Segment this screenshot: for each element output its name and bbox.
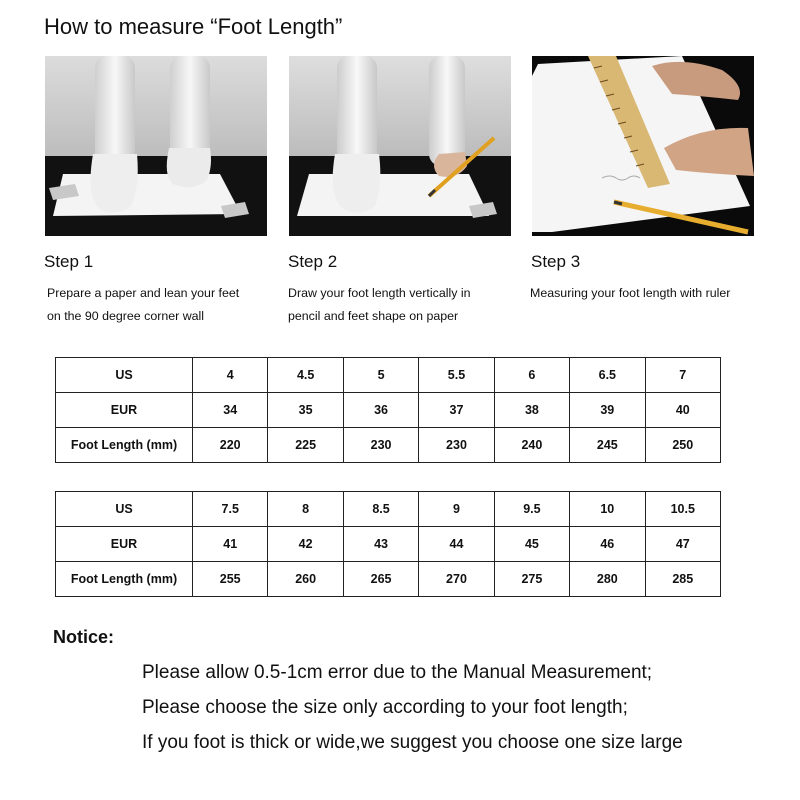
table-cell: 42 <box>268 527 343 562</box>
table-cell: 46 <box>570 527 645 562</box>
row-label: US <box>56 358 193 393</box>
row-label: Foot Length (mm) <box>56 562 193 597</box>
table-cell: 255 <box>193 562 268 597</box>
row-label: US <box>56 492 193 527</box>
step-2-description <box>288 282 471 328</box>
table-cell: 43 <box>343 527 418 562</box>
table-cell: 4 <box>193 358 268 393</box>
table-cell: 5 <box>343 358 418 393</box>
step-3-title: Step 3 <box>531 252 581 271</box>
table-cell: 240 <box>494 428 569 463</box>
step-2-line-2: pencil and feet shape on paper <box>288 309 459 323</box>
table-cell: 9.5 <box>494 492 569 527</box>
table-cell: 285 <box>645 562 720 597</box>
size-table-2 <box>55 491 721 597</box>
table-cell: 230 <box>419 428 494 463</box>
notice-line-1: Please allow 0.5-1cm error due to the Manual Measurement; <box>142 662 653 683</box>
table-cell: 10 <box>570 492 645 527</box>
table-cell: 36 <box>343 393 418 428</box>
table-cell: 270 <box>419 562 494 597</box>
table-cell: 47 <box>645 527 720 562</box>
table-row-us <box>56 492 721 527</box>
row-label: Foot Length (mm) <box>56 428 193 463</box>
step-3-line-1: Measuring your foot length with ruler <box>530 286 731 300</box>
table-row-eur <box>56 527 721 562</box>
ruler-measuring-photo <box>532 56 754 236</box>
table-cell: 40 <box>645 393 720 428</box>
step-2-line-1: Draw your foot length vertically in <box>288 286 471 300</box>
table-cell: 8.5 <box>343 492 418 527</box>
step-2-title: Step 2 <box>288 252 338 271</box>
table-cell: 34 <box>193 393 268 428</box>
table-cell: 10.5 <box>645 492 720 527</box>
table-cell: 9 <box>419 492 494 527</box>
table-cell: 7 <box>645 358 720 393</box>
table-cell: 37 <box>419 393 494 428</box>
step-1-description <box>47 282 239 328</box>
pencil-tracing-photo <box>289 56 511 236</box>
table-cell: 6.5 <box>570 358 645 393</box>
table-cell: 35 <box>268 393 343 428</box>
step-1-line-1: Prepare a paper and lean your feet <box>47 286 240 300</box>
table-cell: 45 <box>494 527 569 562</box>
page-title: How to measure “Foot Length” <box>44 14 343 39</box>
table-cell: 4.5 <box>268 358 343 393</box>
step-1-title: Step 1 <box>44 252 94 271</box>
step-1-line-2: on the 90 degree corner wall <box>47 309 205 323</box>
table-cell: 44 <box>419 527 494 562</box>
table-cell: 225 <box>268 428 343 463</box>
table-cell: 230 <box>343 428 418 463</box>
table-cell: 265 <box>343 562 418 597</box>
table-cell: 280 <box>570 562 645 597</box>
table-cell: 245 <box>570 428 645 463</box>
step-3-description <box>530 282 730 305</box>
size-table-1 <box>55 357 721 463</box>
table-cell: 7.5 <box>193 492 268 527</box>
table-cell: 250 <box>645 428 720 463</box>
table-cell: 275 <box>494 562 569 597</box>
row-label: EUR <box>56 393 193 428</box>
notice-line-2: Please choose the size only according to your foot length; <box>142 697 628 718</box>
table-cell: 8 <box>268 492 343 527</box>
table-row-us <box>56 358 721 393</box>
table-cell: 5.5 <box>419 358 494 393</box>
table-cell: 41 <box>193 527 268 562</box>
row-label: EUR <box>56 527 193 562</box>
feet-on-paper-photo <box>45 56 267 236</box>
notice-title: Notice: <box>53 627 115 647</box>
table-row-foot-length <box>56 428 721 463</box>
table-cell: 260 <box>268 562 343 597</box>
table-cell: 6 <box>494 358 569 393</box>
notice-line-3: If you foot is thick or wide,we suggest you choose one size large <box>142 732 683 753</box>
table-cell: 39 <box>570 393 645 428</box>
table-row-foot-length <box>56 562 721 597</box>
table-cell: 220 <box>193 428 268 463</box>
table-cell: 38 <box>494 393 569 428</box>
table-row-eur <box>56 393 721 428</box>
